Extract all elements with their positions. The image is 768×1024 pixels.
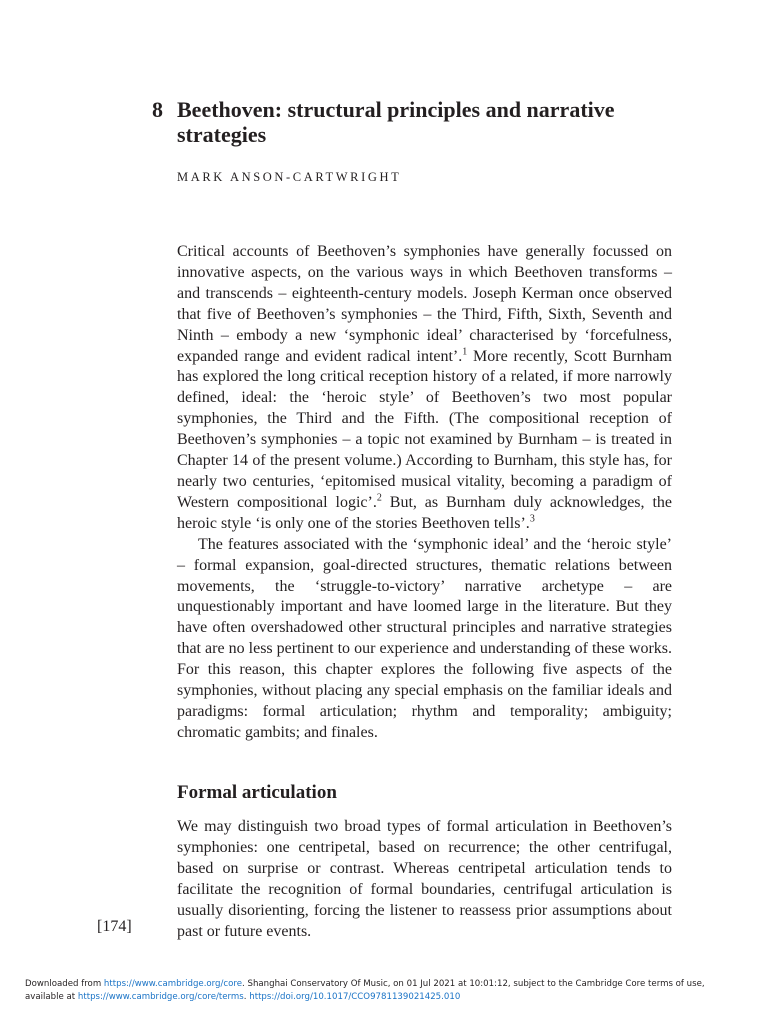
intro-text [177,242,672,744]
footnote-ref-3[interactable]: 3 [529,513,535,525]
footer-text: Downloaded from [25,979,104,989]
section-paragraph-1: We may distinguish two broad types of formal articulation in Beethoven’s symphonies: one centripetal, based on recurrence; the other centrifugal, based on surprise or contrast. Whereas centripetal articulation tends to facilitate the recognition of formal boundaries, centrifugal articulation is usually disorienting, forcing the listener to reassess prior assumptions about past or future events. [177,818,672,940]
footer-text: . Shanghai Conservatory Of Music, on 01 Jul 2021 at 10:01:12, subject to the Cambridge Core terms of use, [242,979,705,989]
paragraph-segment: More recently, Scott Burnham has explored the long critical reception history of a related, if more narrowly defined, ideal: the ‘heroic style’ of Beethoven’s two most popular symphonies, the Third and the Fifth. (The compositional reception of Beethoven’s symphonies – a topic not examined by Burnham – is treated in Chapter 14 of the present volume.) According to Burnham, this style has, for nearly two centuries, ‘epitomised musical vitality, becoming a paradigm of Western compositional logic’. [177,347,672,511]
footer-line-1 [25,978,745,991]
footnote-ref-2[interactable]: 2 [376,492,382,504]
chapter-title: Beethoven: structural principles and narrative strategies [177,97,615,147]
intro-paragraph-2: The features associated with the ‘symphonic ideal’ and the ‘heroic style’ – formal expansion, goal-directed structures, thematic relations between movements, the ‘struggle-to-victory’ narrative archetype – are unquestionably important and have loomed large in the literature. But they have often overshadowed other structural principles and narrative strategies that are no less pertinent to our experience and understanding of these works. For this reason, this chapter explores the following five aspects of the symphonies, without placing any special emphasis on the familiar ideals and paradigms: formal articulation; rhythm and temporality; ambiguity; chromatic gambits; and finales. [177,535,672,741]
author-name: MARK ANSON-CARTWRIGHT [177,170,402,184]
section-heading: Formal articulation [177,782,337,803]
page-number: [174] [97,918,132,935]
footer-line-2 [25,991,745,1004]
footnote-ref-1[interactable]: 1 [462,346,468,358]
paragraph-segment: Critical accounts of Beethoven’s symphonies have generally focussed on innovative aspects, on the various ways in which Beethoven transforms – and transcends – eighteenth-century models. Joseph Kerman once observed that five of Beethoven’s symphonies – the Third, Fifth, Sixth, Seventh and Ninth – embody a new ‘symphonic ideal’ characterised by ‘forcefulness, expanded range and evident radical intent’. [177,243,672,365]
cambridge-core-link[interactable]: https://www.cambridge.org/core [103,979,243,989]
terms-link[interactable]: https://www.cambridge.org/core/terms [77,991,244,1002]
chapter-number: 8 [152,97,163,122]
footer-text: available at [25,991,78,1002]
doi-link[interactable]: https://doi.org/10.1017/CCO9781139021425.010 [249,991,461,1002]
download-footer [25,978,745,1003]
paragraph-segment: But, as Burnham duly acknowledges, the heroic style ‘is only one of the stories Beethoven tells’. [177,493,672,532]
footer-text: . [243,991,250,1002]
intro-paragraph-1 [177,242,672,535]
section-text [177,817,672,942]
